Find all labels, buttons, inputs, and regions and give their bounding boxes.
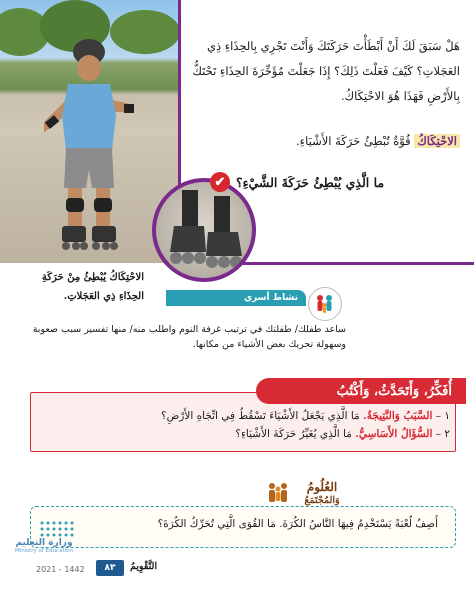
question-1-number: ١ – — [435, 410, 450, 422]
photo-caption: الاحْتِكَاكُ يُبْطِئُ مِنْ حَرَكَةِ الحِذَاءِ ذِي العَجَلاتِ. — [41, 272, 144, 302]
question-2-label: السُّؤَالُ الأَسَاسِيُّ. — [355, 428, 433, 440]
people-icon — [266, 480, 290, 506]
question-1-text: مَا الَّذِي يَجْعَلُ الأَشْيَاءَ تَسْقُطُ فِي اتِّجَاهِ الأَرْضِ؟ — [161, 410, 360, 422]
page-number: ٨٣ — [96, 560, 124, 576]
intro-paragraph: هَلْ سَبَقَ لَكَ أَنْ أَبْطَأْتَ حَرَكَتَكَ وَأَنْتَ تَجْرِي بِالحِذَاءِ ذِي العَجَلاتِ؟ كَيْفَ فَعَلْتَ ذَلِكَ؟ إِذَا جَعَلْتَ مُؤَخِّرَةَ الحِذَاءِ تَحْتَكُّ بِالأَرْضِ فَهَذَا هُوَ الاحْتِكَاكُ. — [192, 39, 460, 103]
watermark-sub: Ministry of Education — [14, 548, 73, 554]
question-2 — [50, 428, 450, 440]
check-question — [210, 172, 460, 192]
question-1 — [50, 410, 450, 422]
definition-text: قُوَّةٌ تُبْطِئُ حَرَكَةَ الأَشْيَاءِ. — [296, 134, 411, 148]
watermark-main: وزارة التعليم — [15, 538, 73, 548]
skate-closeup-image — [152, 178, 256, 282]
science-society-sub: وَالمُجْتَمَعُ — [304, 495, 340, 506]
question-1-label: السَّبَبُ وَالنَّتِيجَةُ. — [363, 410, 433, 422]
definition — [192, 134, 460, 148]
footer-year: 2021 - 1442 — [36, 565, 85, 574]
family-activity-text: ساعد طفلك/ طفلتك في ترتيب غرفة النوم واطلب منه/ منها تفسير سبب صعوبة وسهولة تحريك بعض الأشياء من مكانها. — [32, 324, 346, 350]
science-society-label — [292, 480, 352, 508]
question-2-number: ٢ – — [435, 428, 450, 440]
ministry-watermark — [8, 538, 80, 554]
definition-term: الاحْتِكَاكُ — [414, 134, 460, 148]
check-icon: ✔ — [210, 172, 230, 192]
question-text: ما الَّذِي يُبْطِئُ حَرَكَةَ الشَّيْءِ؟ — [236, 174, 385, 190]
science-society-text: أَصِفُ لُعْبَةً يَسْتَخْدِمُ فِيهَا النَّاسُ الكُرَةَ. مَا القُوَى الَّتِي تُحَرِّكُ الكُرَةَ؟ — [157, 518, 438, 530]
footer-unit: التَّقْوِيمُ — [130, 561, 158, 572]
science-society-main: العُلُومُ — [306, 480, 338, 494]
question-2-text: مَا الَّذِي يُغَيِّرُ حَرَكَةَ الأَشْيَاءِ؟ — [235, 428, 352, 440]
family-icon — [308, 287, 342, 321]
think-section-title: أُفَكِّرُ، وَأَتَحَدَّثُ، وَأَكْتُبُ — [256, 378, 466, 404]
family-activity-tag: نشاط أسري — [166, 290, 306, 306]
